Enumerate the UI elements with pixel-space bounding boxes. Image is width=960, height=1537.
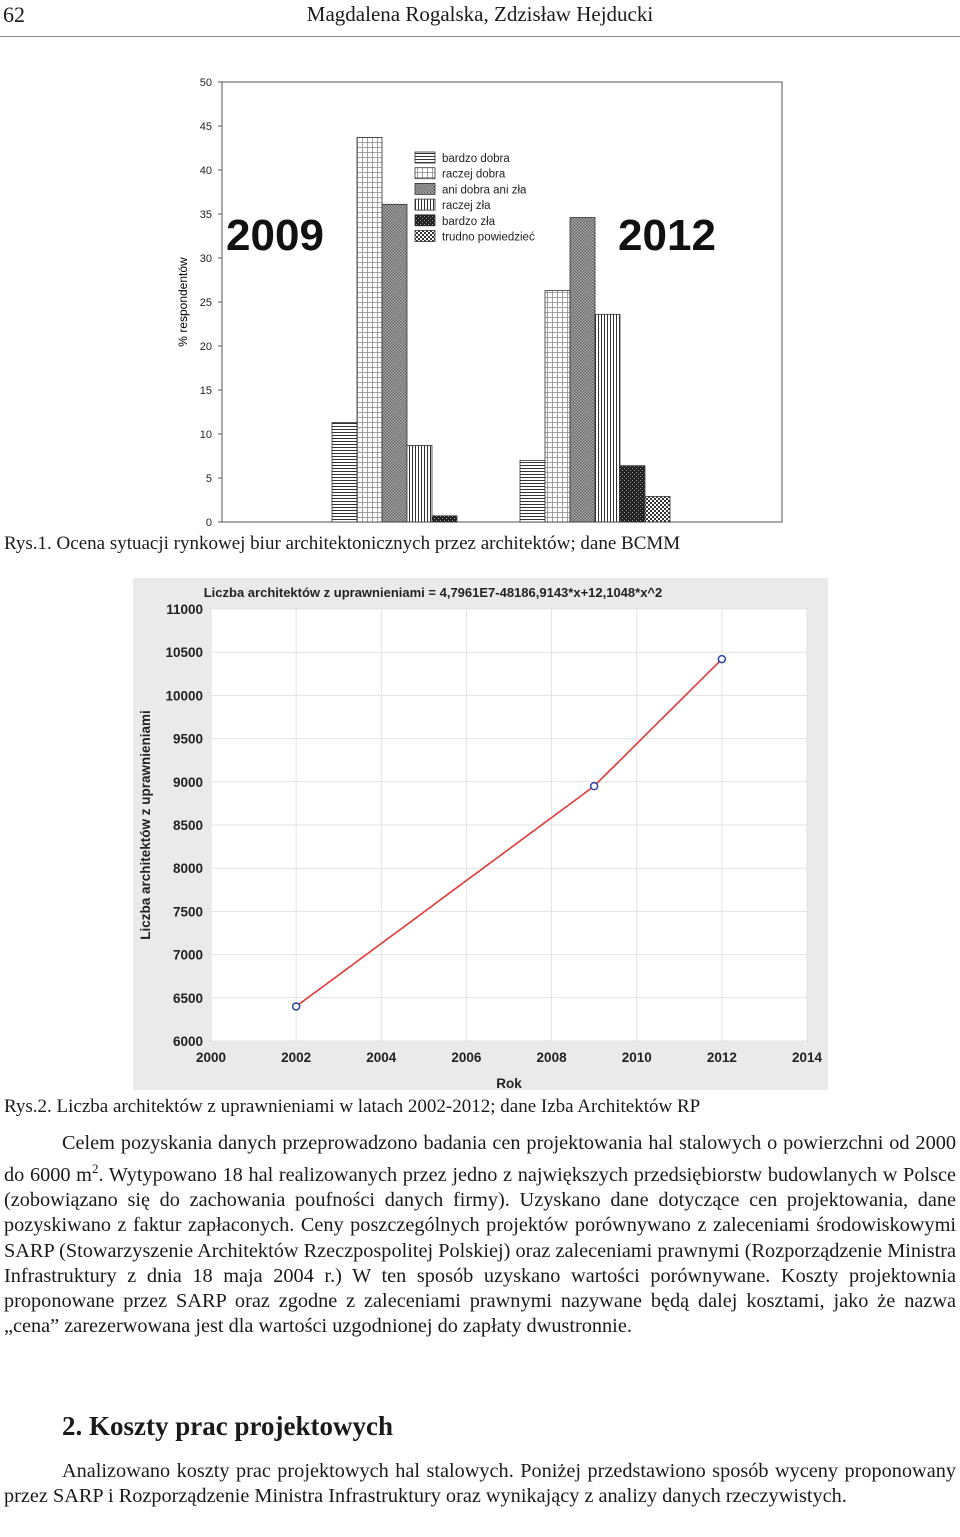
- x-axis-title: Rok: [496, 1076, 522, 1090]
- y-tick-label: 50: [199, 77, 212, 89]
- y-tick-label: 7000: [172, 947, 203, 963]
- bar-2012-1: [545, 291, 570, 522]
- y-tick-label: 10: [199, 429, 212, 441]
- legend-swatch: [415, 152, 435, 163]
- paragraph-1-text-b: . Wytypowano 18 hal realizowanych przez jedno z największych przedsiębiorstw budowlanych w Polsce (zobowiązano się do zachowania poufności danych firmy). Uzyskano dane dotyczące cen projektowania, dane pozyskiwano z faktur zapłaconych. Ceny poszczególnych projektów porównywano z zaleceniami środowiskowymi SARP (Stowarzyszenie Architektów Rzeczpospolitej Polskiej) oraz zaleceniami prawnymi (Rozporządzenie Ministra Infrastruktury z dnia 18 maja 2004 r.) W ten sposób uzyskano wartości porównywane. Koszty projektownia proponowane przez SARP oraz zgodne z zaleceniami prawnymi nazywane będą dalej kosztami, jako że nazwa „cena” zarezerwowana jest dla wartości uzgodnionej do zapłaty dwustronnie.: [4, 1163, 956, 1338]
- y-tick-label: 35: [199, 209, 212, 221]
- bar-2012-4: [620, 466, 645, 522]
- running-header-authors: Magdalena Rogalska, Zdzisław Hejducki: [306, 2, 654, 26]
- x-tick-label: 2010: [621, 1050, 652, 1065]
- bar-2009-2: [382, 204, 407, 522]
- y-tick-label: 25: [199, 297, 212, 309]
- y-tick-label: 15: [199, 385, 212, 397]
- paragraph-1: [4, 1131, 956, 1339]
- legend-label: bardzo dobra: [442, 153, 510, 165]
- x-tick-label: 2012: [706, 1050, 737, 1065]
- section-heading: 2. Koszty prac projektowych: [62, 1411, 393, 1441]
- data-point: [293, 1003, 300, 1010]
- legend-swatch: [415, 215, 435, 226]
- y-axis-title: % respondentów: [176, 257, 190, 347]
- x-tick-label: 2004: [366, 1050, 397, 1065]
- y-tick-label: 6000: [172, 1034, 203, 1049]
- y-tick-label: 7500: [172, 904, 203, 920]
- y-axis-title: Liczba architektów z uprawnieniami: [138, 710, 153, 940]
- bar-2009-1: [357, 137, 382, 522]
- superscript: 2: [91, 1161, 99, 1177]
- y-tick-label: 30: [199, 253, 212, 265]
- y-tick-label: 9000: [172, 774, 203, 790]
- legend-label: bardzo zła: [442, 215, 496, 228]
- y-tick-label: 45: [199, 121, 212, 133]
- legend-label: ani dobra ani zła: [442, 184, 527, 197]
- paragraph-1-text-a: Celem pozyskania danych przeprowadzono badania cen projektowania hal stalowych o powierzchni od 2000 do 6000 m: [4, 1132, 956, 1186]
- y-tick-label: 8000: [172, 861, 203, 877]
- figure-2-line-chart: [133, 578, 828, 1090]
- legend-swatch: [415, 183, 435, 194]
- x-tick-label: 2006: [451, 1050, 482, 1065]
- figure-1-bar-chart: [172, 72, 788, 528]
- y-tick-label: 8500: [172, 818, 203, 833]
- figure-1-caption: Rys.1. Ocena sytuacji rynkowej biur architektonicznych przez architektów; dane BCMM: [4, 533, 681, 554]
- bar-2009-0: [332, 423, 357, 522]
- group-label-2009: 2009: [226, 211, 324, 260]
- legend-swatch: [415, 199, 435, 210]
- data-point: [718, 656, 725, 663]
- bar-2012-3: [595, 314, 620, 522]
- bar-2012-2: [570, 218, 595, 522]
- figure-2-caption: Rys.2. Liczba architektów z uprawnieniami w latach 2002-2012; dane Izba Architektów RP: [4, 1096, 701, 1117]
- x-tick-label: 2008: [536, 1050, 567, 1065]
- legend-label: raczej zła: [442, 200, 491, 213]
- bar-2009-3: [407, 445, 432, 522]
- paragraph-2-text: Analizowano koszty prac projektowych hal stalowych. Poniżej przedstawiono sposób wyceny proponowany przez SARP i Rozporządzenie Ministra Infrastruktury oraz wynikający z analizy danych rzeczywistych.: [4, 1460, 956, 1508]
- bar-2012-5: [645, 496, 670, 522]
- legend-label: raczej dobra: [442, 168, 506, 181]
- bar-2012-0: [520, 460, 545, 522]
- y-tick-label: 5: [205, 473, 212, 485]
- legend-swatch: [415, 231, 435, 242]
- x-tick-label: 2014: [791, 1050, 823, 1065]
- chart-title: Liczba architektów z uprawnieniami = 4,7961E7-48186,9143*x+12,1048*x^2: [203, 585, 663, 600]
- y-tick-label: 0: [205, 517, 212, 528]
- y-tick-label: 10000: [165, 688, 203, 704]
- y-tick-label: 40: [199, 165, 212, 177]
- y-tick-label: 11000: [166, 602, 203, 617]
- y-tick-label: 6500: [172, 990, 203, 1006]
- header-rule: [0, 36, 960, 37]
- x-tick-label: 2002: [281, 1050, 312, 1065]
- y-tick-label: 9500: [172, 731, 203, 747]
- page-number: 62: [3, 2, 25, 27]
- y-tick-label: 10500: [165, 645, 203, 661]
- group-label-2012: 2012: [618, 211, 716, 260]
- y-tick-label: 20: [199, 341, 212, 353]
- paragraph-2: [4, 1459, 956, 1509]
- x-tick-label: 2000: [195, 1050, 227, 1065]
- legend-swatch: [415, 168, 435, 179]
- bar-2009-4: [432, 516, 457, 522]
- data-point: [591, 783, 598, 790]
- legend-label: trudno powiedzieć: [442, 231, 535, 244]
